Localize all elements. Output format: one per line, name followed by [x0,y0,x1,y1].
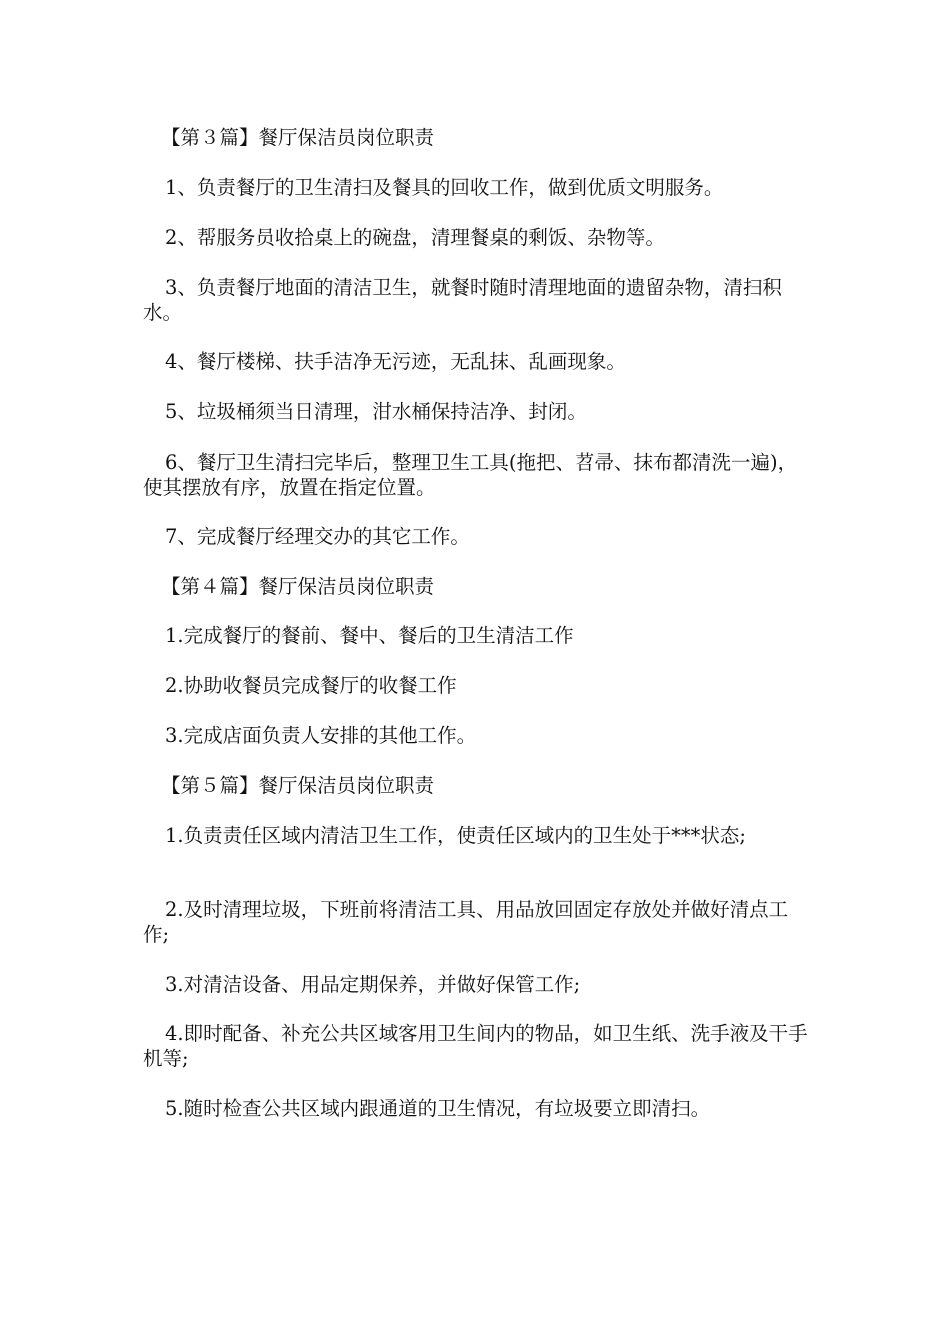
section-5-item-2: 2.及时清理垃圾，下班前将清洁工具、用品放回固定存放处并做好清点工作; [143,898,789,946]
section-5-item-4: 4.即时配备、补充公共区域客用卫生间内的物品，如卫生纸、洗手液及干手机等; [143,1022,808,1070]
section-3-item-5: 5、垃圾桶须当日清理，泔水桶保持洁净、封闭。 [165,400,587,423]
section-5-heading: 【第５篇】餐厅保洁员岗位职责 [161,774,435,797]
section-4-item-2: 2.协助收餐员完成餐厅的收餐工作 [165,674,457,697]
section-5-item-5: 5.随时检查公共区域内跟通道的卫生情况，有垃圾要立即清扫。 [165,1097,711,1120]
section-4-item-3: 3.完成店面负责人安排的其他工作。 [165,724,477,747]
section-3-heading: 【第３篇】餐厅保洁员岗位职责 [161,126,435,149]
section-4-item-1: 1.完成餐厅的餐前、餐中、餐后的卫生清洁工作 [165,624,574,647]
section-4-heading: 【第４篇】餐厅保洁员岗位职责 [161,575,435,598]
section-3-item-4: 4、餐厅楼梯、扶手洁净无污迹，无乱抹、乱画现象。 [165,350,626,373]
section-3-item-2: 2、帮服务员收拾桌上的碗盘，清理餐桌的剩饭、杂物等。 [165,226,665,249]
section-5-item-1: 1.负责责任区域内清洁卫生工作，使责任区域内的卫生处于***状态; [165,824,746,847]
section-3-item-6: 6、餐厅卫生清扫完毕后，整理卫生工具(拖把、苕帚、抹布都清洗一遍)，使其摆放有序，放置在指定位置。 [143,451,798,499]
section-5-item-3: 3.对清洁设备、用品定期保养，并做好保管工作; [165,973,581,996]
section-3-item-7: 7、完成餐厅经理交办的其它工作。 [165,525,470,548]
section-3-item-1: 1、负责餐厅的卫生清扫及餐具的回收工作，做到优质文明服务。 [165,176,724,199]
section-3-item-3: 3、负责餐厅地面的清洁卫生，就餐时随时清理地面的遗留杂物，清扫积水。 [143,276,782,324]
